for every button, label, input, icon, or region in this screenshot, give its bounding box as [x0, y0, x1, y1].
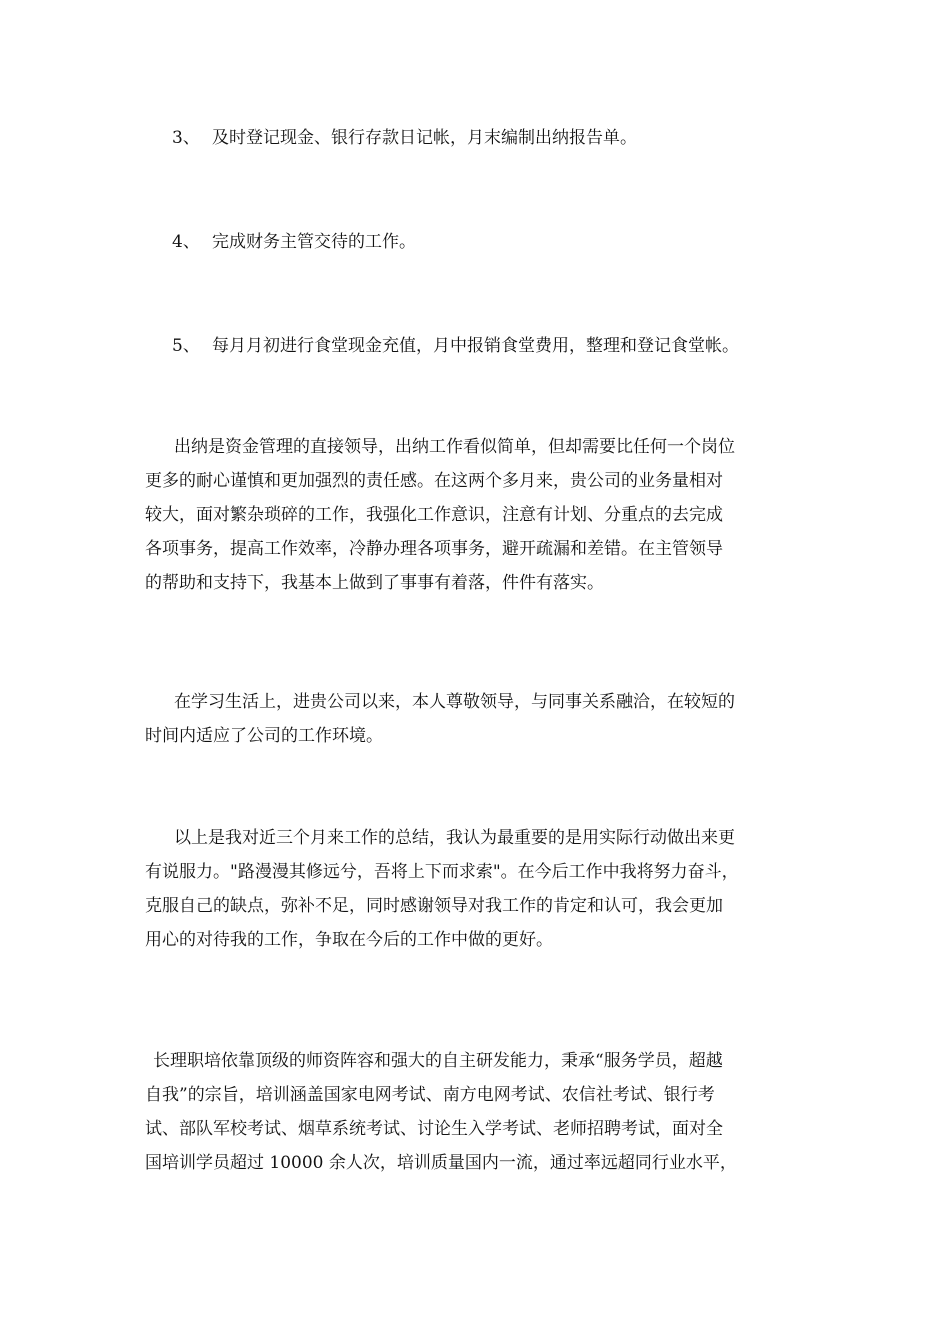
- paragraph-line: 时间内适应了公司的工作环境。: [145, 726, 383, 746]
- paragraph-line: 出纳是资金管理的直接领导，出纳工作看似简单，但却需要比任何一个岗位: [174, 437, 735, 457]
- list-item-5: [172, 334, 739, 358]
- paragraph-study-life: [145, 685, 815, 753]
- paragraph-training-ad: [145, 1044, 815, 1180]
- list-item-number: 3、: [172, 128, 200, 148]
- paragraph-line: 有说服力。"路漫漫其修远兮，吾将上下而求索"。在今后工作中我将努力奋斗，: [145, 862, 739, 882]
- paragraph-line: 较大，面对繁杂琐碎的工作，我强化工作意识，注意有计划、分重点的去完成: [145, 505, 723, 525]
- list-item-4: [172, 230, 416, 254]
- list-item-3: [172, 126, 637, 150]
- list-item-text: 完成财务主管交待的工作。: [212, 232, 416, 252]
- paragraph-line: 以上是我对近三个月来工作的总结，我认为最重要的是用实际行动做出来更: [174, 828, 735, 848]
- paragraph-line: 克服自己的缺点，弥补不足，同时感谢领导对我工作的肯定和认可，我会更加: [145, 896, 723, 916]
- paragraph-line: 用心的对待我的工作，争取在今后的工作中做的更好。: [145, 930, 553, 950]
- list-item-text: 每月月初进行食堂现金充值，月中报销食堂费用，整理和登记食堂帐。: [212, 336, 739, 356]
- paragraph-line: 国培训学员超过 10000 余人次，培训质量国内一流，通过率远超同行业水平，: [145, 1153, 737, 1173]
- paragraph-line: 长理职培依靠顶级的师资阵容和强大的自主研发能力，秉承“服务学员，超越: [153, 1051, 723, 1071]
- list-item-text: 及时登记现金、银行存款日记帐，月末编制出纳报告单。: [212, 128, 637, 148]
- paragraph-line: 自我”的宗旨，培训涵盖国家电网考试、南方电网考试、农信社考试、银行考: [145, 1085, 715, 1105]
- list-item-number: 4、: [172, 232, 200, 252]
- paragraph-cashier-duties: [145, 430, 815, 600]
- paragraph-line: 试、部队军校考试、烟草系统考试、讨论生入学考试、老师招聘考试，面对全: [145, 1119, 723, 1139]
- list-item-number: 5、: [172, 336, 200, 356]
- paragraph-line: 各项事务，提高工作效率，冷静办理各项事务，避开疏漏和差错。在主管领导: [145, 539, 723, 559]
- paragraph-line: 在学习生活上，进贵公司以来，本人尊敬领导，与同事关系融洽，在较短的: [174, 692, 735, 712]
- paragraph-line: 的帮助和支持下，我基本上做到了事事有着落，件件有落实。: [145, 573, 604, 593]
- paragraph-summary: [145, 821, 815, 957]
- paragraph-line: 更多的耐心谨慎和更加强烈的责任感。在这两个多月来，贵公司的业务量相对: [145, 471, 723, 491]
